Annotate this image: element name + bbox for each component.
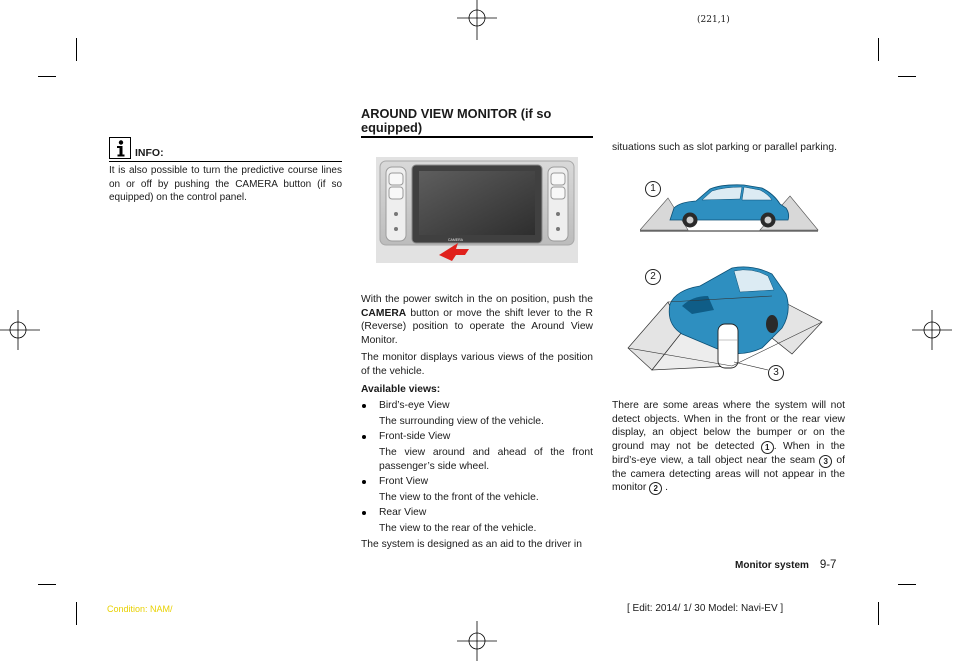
- view-desc: The surrounding view of the vehicle.: [379, 415, 544, 427]
- warning-text: [612, 399, 845, 495]
- bullet-dot: [362, 404, 366, 408]
- paragraph: The system is designed as an aid to the driver in: [361, 538, 582, 550]
- page-ref: (221,1): [697, 15, 730, 25]
- edit-info: [ Edit: 2014/ 1/ 30 Model: Navi-EV ]: [627, 603, 784, 614]
- registration-mark: [0, 310, 40, 350]
- paragraph: The monitor displays various views of the position of the vehicle.: [361, 352, 593, 377]
- view-name: Bird’s-eye View: [379, 400, 450, 412]
- info-title: INFO:: [135, 147, 164, 159]
- side-view-figure: [640, 172, 822, 234]
- crop-mark: [898, 76, 916, 77]
- bullet-dot: [362, 480, 366, 484]
- continued-text: situations such as slot parking or parallel parking.: [612, 142, 837, 153]
- inline-callout-1: 1: [761, 441, 774, 454]
- callout-1: 1: [645, 181, 661, 197]
- bullet-dot: [362, 435, 366, 439]
- info-text: It is also possible to turn the predictive course lines on or off by pushing the CAMERA button (if so equipped) on the control panel.: [109, 165, 342, 204]
- list-item: [361, 506, 593, 535]
- views-heading: Available views:: [361, 383, 441, 395]
- callout-3: 3: [768, 365, 784, 381]
- list-item: [361, 399, 593, 428]
- crop-mark: [878, 602, 879, 625]
- view-desc: The view to the front of the vehicle.: [379, 491, 539, 503]
- callout-2: 2: [645, 269, 661, 285]
- list-item: [361, 430, 593, 473]
- crop-mark: [38, 76, 56, 77]
- view-name: Front-side View: [379, 431, 451, 443]
- list-item: [361, 475, 593, 504]
- info-block: [109, 137, 342, 205]
- warning-part: of the camera detecting areas will not appear in the monitor: [612, 454, 845, 494]
- para1-text: With the power switch in the on position, push the: [361, 294, 593, 305]
- crop-mark: [878, 38, 879, 61]
- view-desc: The view to the rear of the vehicle.: [379, 522, 537, 534]
- crop-mark: [76, 602, 77, 625]
- footer-section: [735, 559, 836, 571]
- middle-text: [361, 293, 593, 551]
- view-name: Front View: [379, 476, 429, 488]
- monitor-figure: [376, 157, 578, 263]
- crop-mark: [898, 584, 916, 585]
- registration-mark: [912, 310, 952, 350]
- info-icon: [109, 137, 131, 159]
- crop-mark: [76, 38, 77, 61]
- para1-bold: CAMERA: [361, 307, 407, 319]
- condition-label: Condition: NAM/: [107, 604, 173, 614]
- para1-text: button or move the shift lever to the R (Reverse) position to operate the Around View Monitor.: [361, 307, 593, 346]
- registration-mark: [457, 0, 497, 40]
- page-number: 9-7: [819, 559, 837, 571]
- warning-part: .: [662, 482, 668, 494]
- registration-mark: [457, 621, 497, 661]
- inline-callout-3: 3: [819, 455, 832, 468]
- warning-part: There are some areas where the system will not detect objects. When in the front or the rear view display, an object below the bumper or on the ground may not be detected: [612, 400, 845, 452]
- paragraph: [361, 293, 593, 347]
- section-name: Monitor system: [735, 560, 809, 571]
- bullet-dot: [362, 511, 366, 515]
- view-desc: The view around and ahead of the front passenger’s side wheel.: [379, 446, 593, 472]
- warning-part: . When in the bird’s-eye view, a tall object near the seam: [612, 440, 846, 466]
- section-rule: [361, 136, 593, 138]
- section-title: AROUND VIEW MONITOR (if so equipped): [361, 106, 552, 135]
- view-name: Rear View: [379, 507, 427, 519]
- inline-callout-2: 2: [649, 482, 662, 495]
- camera-button-label: CAMERA: [448, 238, 463, 242]
- crop-mark: [38, 584, 56, 585]
- info-header: [109, 137, 342, 159]
